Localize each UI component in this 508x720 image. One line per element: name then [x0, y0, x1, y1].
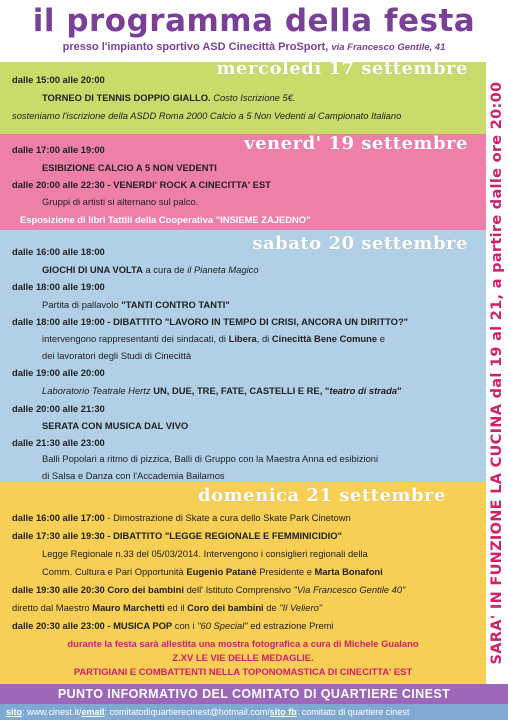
event-row [42, 264, 259, 276]
time-label: dalle 17:30 alle 19:30 [12, 530, 105, 541]
venue-name: presso l'impianto sportivo ASD Cinecittà ProSport, [62, 41, 329, 53]
time-label: dalle 16:00 alle 17:00 [12, 512, 105, 523]
event-title: SERATA CON MUSICA DAL VIVO [42, 420, 189, 431]
time-label: dalle 20:30 alle 23:00 [12, 620, 105, 631]
time-row [12, 530, 342, 542]
event-note: Coro dei bambini [187, 602, 264, 613]
exhibition-title: Z.XV LE VIE DELLE MEDAGLIE. [172, 652, 314, 663]
section-friday [0, 134, 486, 230]
day-title-sunday: domenica 21 settembre [198, 485, 446, 506]
event-note: Gruppi di artisti si alternano sul palco. [42, 196, 199, 207]
event-note: Balli Popolari a ritmo di pizzica, Balli di Gruppo con la Maestra Anna ed esibizioni [42, 453, 379, 464]
event-note: il Pianeta Magico [187, 264, 259, 275]
time-label: dalle 17:00 alle 19:00 [12, 144, 105, 155]
note-row [42, 196, 198, 208]
contacts-line [0, 704, 508, 720]
event-title: - DIBATTITO "LAVORO IN TEMPO DI CRISI, ANCORA UN DIRITTO?" [107, 316, 409, 327]
header [0, 0, 508, 64]
time-row [12, 403, 105, 415]
event-note: Legge Regionale n.33 del 05/03/2014. Intervengono i consiglieri regionali della [42, 548, 368, 559]
time-label: dalle 18:00 alle 19:00 [12, 281, 105, 292]
time-row [12, 584, 405, 596]
event-title: TORNEO DI TENNIS DOPPIO GIALLO. [42, 92, 211, 103]
time-label: dalle 18:00 alle 19:00 [12, 316, 105, 327]
time-row [12, 512, 351, 524]
site-label[interactable]: sito [6, 707, 23, 717]
section-saturday [0, 230, 486, 482]
event-note: Laboratorio Teatrale Hertz [42, 385, 151, 396]
event-note: Eugenio Patanè [186, 566, 257, 577]
section-sunday [0, 482, 486, 684]
event-row [42, 92, 296, 104]
day-title-wednesday: mercoledì 17 settembre [216, 58, 468, 79]
event-note: con i [174, 620, 195, 631]
note-row [42, 470, 225, 482]
event-row [42, 299, 230, 311]
event-note: ed il [167, 602, 185, 613]
exhibit-note: Esposizione di libri Tattili della Cooperativa "INSIEME ZAJEDNO" [20, 214, 311, 225]
time-row [12, 281, 105, 293]
email-link[interactable]: : comitatodiquartierecinest@hotmail.com/ [104, 707, 270, 717]
web-bar [0, 704, 508, 720]
event-note: Marta Bonafoni [314, 566, 383, 577]
event-row [42, 162, 217, 174]
event-title: - VENERDI' ROCK A CINECITTA' EST [107, 179, 271, 190]
event-note: "Il Veliero" [279, 602, 323, 613]
note-row [12, 110, 401, 122]
event-note: Mauro Marchetti [92, 602, 165, 613]
event-note: e [379, 333, 385, 344]
time-row [12, 316, 408, 328]
venue-street: via Francesco Gentile, 41 [331, 42, 446, 53]
event-note: - Dimostrazione di Skate a cura dello Skate Park Cinetown [107, 512, 351, 523]
day-title-friday: venerd' 19 settembre [244, 133, 468, 154]
time-label: dalle 19:30 alle 20:30 [12, 584, 105, 595]
event-title: Coro dei bambini [107, 584, 184, 595]
event-note: " [397, 385, 402, 396]
note-row [12, 602, 322, 614]
event-note: a cura de [145, 264, 185, 275]
event-row [42, 385, 402, 397]
time-label: dalle 15:00 alle 20:00 [12, 74, 105, 85]
note-row [42, 548, 368, 560]
note-row [42, 350, 191, 362]
event-row [42, 420, 188, 432]
event-note: Partita di pallavolo [42, 299, 119, 310]
event-note: sosteniamo l'iscrizione della ASDD Roma 2000 Calcio a 5 Non Vedenti al Campionato Italiano [12, 110, 402, 121]
facebook-label[interactable]: sito fb [269, 707, 297, 717]
time-label: dalle 20:00 alle 21:30 [12, 403, 105, 414]
note-row [42, 333, 385, 345]
time-label: dalle 21:30 alle 23:00 [12, 437, 105, 448]
event-note: Comm. Cultura e Pari Opportunità [42, 566, 184, 577]
event-title: GIOCHI DI UNA VOLTA [42, 264, 143, 275]
page-title: il programma della festa [32, 3, 476, 39]
exhibition-subtitle: PARTIGIANI E COMBATTENTI NELLA TOPONOMASTICA DI CINECITTA' EST [73, 666, 413, 677]
event-title: ESIBIZIONE CALCIO A 5 NON VEDENTI [42, 162, 217, 173]
info-bar [0, 684, 508, 704]
event-note: teatro di strada [329, 385, 398, 396]
time-row [12, 367, 105, 379]
note-row [42, 566, 383, 578]
event-title: "TANTI CONTRO TANTI" [121, 299, 230, 310]
event-title: UN, DUE, TRE, FATE, CASTELLI E RE, " [153, 385, 330, 396]
time-row [12, 74, 105, 86]
event-note: ed estrazione Premi [250, 620, 334, 631]
time-row [12, 437, 105, 449]
time-row [12, 620, 334, 632]
info-text: PUNTO INFORMATIVO DEL COMITATO DI QUARTIERE CINEST [57, 687, 451, 701]
event-note: Costo Iscrizione 5€. [213, 92, 296, 103]
event-note: de [266, 602, 277, 613]
venue-line [0, 40, 508, 55]
side-banner: SARA' IN FUNZIONE LA CUCINA dal 19 al 21, a partire dalle ore 20:00 [489, 81, 505, 665]
time-row [12, 144, 105, 156]
event-note: intervengono rappresentanti dei sindacati, di [42, 333, 226, 344]
email-label[interactable]: email [81, 707, 105, 717]
day-title-saturday: sabato 20 settembre [252, 233, 468, 254]
event-note: Presidente e [259, 566, 312, 577]
event-note: Libera [228, 333, 257, 344]
time-row [12, 179, 271, 191]
exhibition-note: durante la festa sarà allestita una mostra fotografica a cura di Michele Gualano [67, 638, 419, 649]
event-title: - MUSICA POP [107, 620, 173, 631]
event-note: Cinecittà Bene Comune [271, 333, 378, 344]
event-note: dei lavoratori degli Studi di Cinecittà [42, 350, 192, 361]
note-row [42, 453, 378, 465]
event-note: di Salsa e Danza con l'Accademia Bailamos [42, 470, 225, 481]
time-label: dalle 19:00 alle 20:00 [12, 367, 105, 378]
site-link[interactable]: : www.cinest.it/ [22, 707, 82, 717]
event-note: diretto dal Maestro [12, 602, 90, 613]
time-label: dalle 16:00 alle 18:00 [12, 246, 105, 257]
facebook-link[interactable]: : comitato di quartiere cinest [296, 707, 410, 717]
event-note: , di [256, 333, 270, 344]
event-note: "Via Francesco Gentile 40" [293, 584, 406, 595]
time-label: dalle 20:00 alle 22:30 [12, 179, 105, 190]
event-title: - DIBATTITO "LEGGE REGIONALE E FEMMINICIDIO" [107, 530, 342, 541]
section-wednesday [0, 58, 486, 134]
event-note: "60 Special" [197, 620, 248, 631]
time-row [12, 246, 105, 258]
event-note: dell' Istituto Comprensivo [186, 584, 292, 595]
exhibit-row [20, 214, 311, 226]
